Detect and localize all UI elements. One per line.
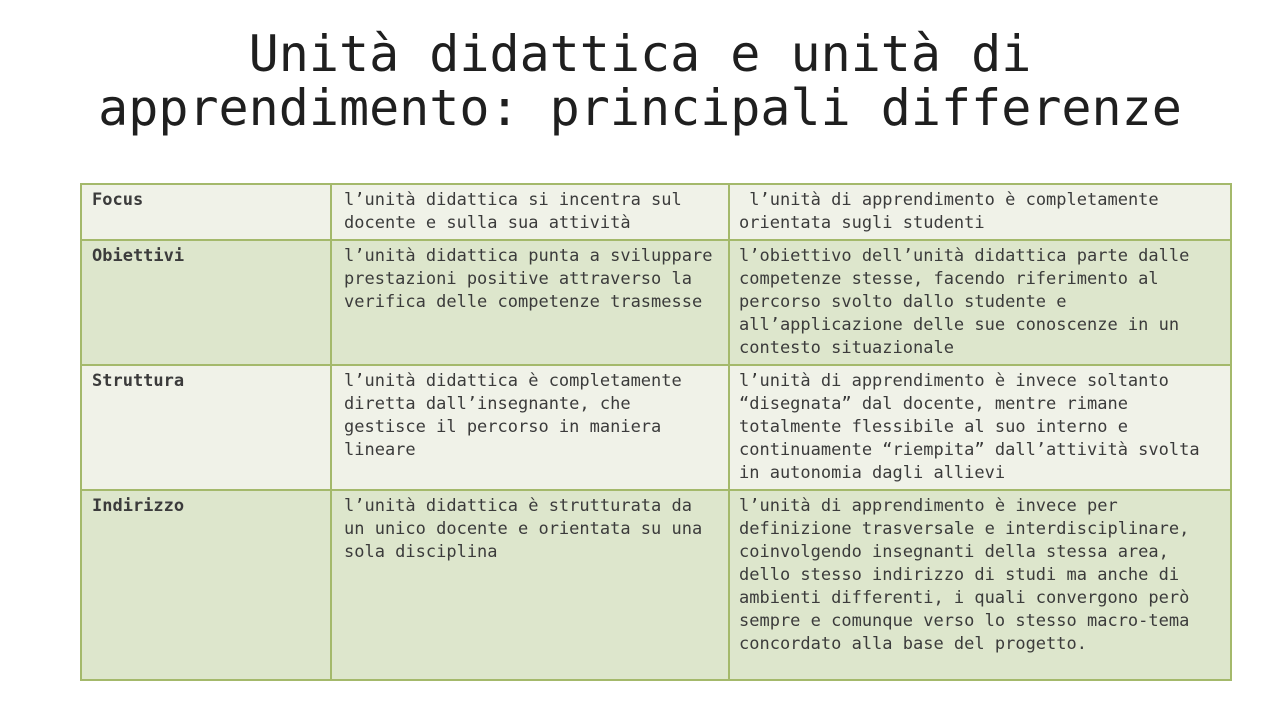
row-label: Obiettivi bbox=[81, 240, 331, 365]
row-label: Focus bbox=[81, 184, 331, 240]
cell-unita-apprendimento: l’obiettivo dell’unità didattica parte dalle competenze stesse, facendo riferimento al percorso svolto dallo studente e all’applicazione delle sue conoscenze in un contesto situazionale bbox=[729, 240, 1231, 365]
cell-unita-didattica: l’unità didattica punta a sviluppare prestazioni positive attraverso la verifica delle competenze trasmesse bbox=[331, 240, 729, 365]
title-line-1: Unità didattica e unità di bbox=[248, 25, 1032, 83]
cell-unita-apprendimento: l’unità di apprendimento è invece soltanto “disegnata” dal docente, mentre rimane totalmente flessibile al suo interno e continuamente “riempita” dall’attività svolta in autonomia dagli allievi bbox=[729, 365, 1231, 490]
cell-unita-apprendimento: l’unità di apprendimento è completamente orientata sugli studenti bbox=[729, 184, 1231, 240]
slide-title bbox=[0, 27, 1280, 135]
cell-unita-didattica: l’unità didattica si incentra sul docente e sulla sua attività bbox=[331, 184, 729, 240]
row-label: Struttura bbox=[81, 365, 331, 490]
title-line-2: apprendimento: principali differenze bbox=[98, 79, 1182, 137]
cell-unita-apprendimento: l’unità di apprendimento è invece per definizione trasversale e interdisciplinare, coinvolgendo insegnanti della stessa area, dello stesso indirizzo di studi ma anche di ambienti differenti, i quali convergono però sempre e comunque verso lo stesso macro-tema concordato alla base del progetto. bbox=[729, 490, 1231, 680]
table-row-obiettivi bbox=[81, 240, 1231, 365]
table-row-indirizzo bbox=[81, 490, 1231, 680]
table-row-focus bbox=[81, 184, 1231, 240]
cell-unita-didattica: l’unità didattica è strutturata da un unico docente e orientata su una sola disciplina bbox=[331, 490, 729, 680]
row-label: Indirizzo bbox=[81, 490, 331, 680]
table-row-struttura bbox=[81, 365, 1231, 490]
differences-table bbox=[80, 183, 1232, 681]
cell-unita-didattica: l’unità didattica è completamente diretta dall’insegnante, che gestisce il percorso in maniera lineare bbox=[331, 365, 729, 490]
